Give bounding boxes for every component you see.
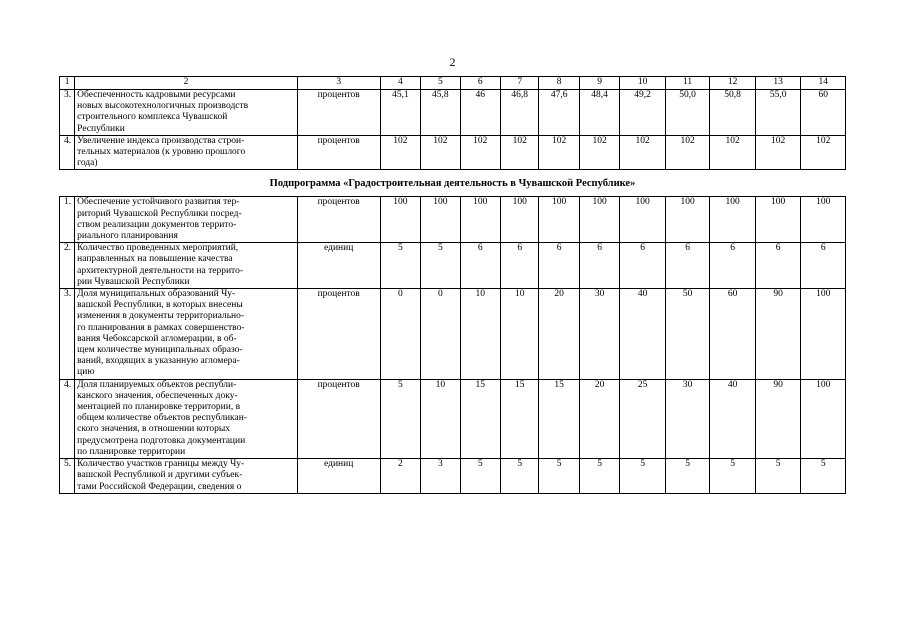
header-cell: 1 (60, 77, 75, 90)
value-cell: 48,4 (579, 90, 619, 136)
value-cell: 102 (380, 135, 420, 170)
value-cell: 30 (579, 289, 619, 380)
header-cell: 3 (297, 77, 380, 90)
indicators-table (59, 76, 846, 494)
value-cell: 100 (380, 197, 420, 243)
unit-cell: процентов (297, 197, 380, 243)
description-line: Доля планируемых объектов республи- (77, 379, 237, 390)
description-line: Обеспечение устойчивого развития тер- (77, 197, 240, 208)
value-cell: 102 (501, 135, 539, 170)
table-row (60, 289, 846, 380)
value-cell: 50,8 (710, 90, 756, 136)
value-cell: 6 (460, 243, 500, 289)
header-cell: 5 (421, 77, 460, 90)
value-cell: 100 (801, 379, 846, 458)
value-cell: 102 (460, 135, 500, 170)
indicator-description (75, 90, 298, 136)
value-cell: 5 (501, 459, 539, 494)
value-cell: 6 (579, 243, 619, 289)
row-number: 2. (60, 243, 75, 289)
unit-cell: процентов (297, 135, 380, 170)
description-line: изменения в документы территориально- (77, 311, 245, 322)
value-cell: 6 (755, 243, 801, 289)
description-line: Обеспеченность кадровыми ресурсами (77, 90, 236, 100)
value-cell: 6 (539, 243, 579, 289)
description-line: Количество участков границы между Чу- (77, 459, 245, 470)
value-cell: 102 (801, 135, 846, 170)
value-cell: 5 (380, 243, 420, 289)
value-cell: 50 (665, 289, 710, 380)
header-cell: 2 (75, 77, 298, 90)
indicator-description (75, 289, 298, 380)
value-cell: 15 (539, 379, 579, 458)
description-line: рии Чувашской Республики (77, 276, 190, 287)
value-cell: 46,8 (501, 90, 539, 136)
value-cell: 10 (501, 289, 539, 380)
indicator-description (75, 379, 298, 458)
value-cell: 6 (620, 243, 666, 289)
description-line: по планировке территории (77, 446, 186, 457)
value-cell: 60 (801, 90, 846, 136)
value-cell: 30 (665, 379, 710, 458)
value-cell: 60 (710, 289, 756, 380)
row-number: 3. (60, 289, 75, 380)
description-line: строительного комплекса Чувашской (77, 112, 228, 123)
indicator-description (75, 135, 298, 170)
description-line: общем количестве объектов республикан- (77, 413, 247, 424)
header-cell: 11 (665, 77, 710, 90)
value-cell: 25 (620, 379, 666, 458)
description-line: риторий Чувашской Республики посред- (77, 208, 242, 219)
page-number: 2 (449, 55, 456, 69)
description-line: Количество проведенных мероприятий, (77, 243, 239, 254)
header-cell: 10 (620, 77, 666, 90)
value-cell: 100 (421, 197, 460, 243)
description-line: цию (77, 367, 95, 378)
header-cell: 13 (755, 77, 801, 90)
value-cell: 5 (380, 379, 420, 458)
value-cell: 0 (380, 289, 420, 380)
header-cell: 6 (460, 77, 500, 90)
value-cell: 5 (460, 459, 500, 494)
description-line: вания Чебоксарской агломерации, в об- (77, 333, 237, 344)
section-title: Подпрограмма «Градостроительная деятельность в Чувашской Республике» (60, 170, 846, 197)
value-cell: 15 (501, 379, 539, 458)
description-line: года) (77, 158, 98, 169)
value-cell: 40 (710, 379, 756, 458)
value-cell: 102 (755, 135, 801, 170)
value-cell: 100 (665, 197, 710, 243)
value-cell: 5 (801, 459, 846, 494)
description-line: Доля муниципальных образований Чу- (77, 289, 236, 300)
section-row (60, 170, 846, 197)
table-row (60, 135, 846, 170)
value-cell: 5 (755, 459, 801, 494)
description-line: риального планирования (77, 231, 178, 242)
description-line: щем количестве муниципальных образо- (77, 345, 243, 356)
value-cell: 102 (620, 135, 666, 170)
value-cell: 100 (460, 197, 500, 243)
value-cell: 5 (710, 459, 756, 494)
indicator-description (75, 197, 298, 243)
description-line: тельных материалов (к уровню прошлого (77, 147, 246, 158)
value-cell: 5 (620, 459, 666, 494)
row-number: 4. (60, 135, 75, 170)
value-cell: 6 (501, 243, 539, 289)
value-cell: 100 (579, 197, 619, 243)
table-row (60, 243, 846, 289)
value-cell: 10 (421, 379, 460, 458)
value-cell: 55,0 (755, 90, 801, 136)
description-line: канского значения, обеспеченных доку- (77, 390, 238, 401)
value-cell: 100 (801, 289, 846, 380)
value-cell: 10 (460, 289, 500, 380)
description-line: Увеличение индекса производства строи- (77, 135, 245, 146)
row-number: 5. (60, 459, 75, 494)
description-line: архитектурной деятельности на террито- (77, 265, 243, 276)
header-cell: 4 (380, 77, 420, 90)
header-cell: 7 (501, 77, 539, 90)
description-line: го планирования в рамках совершенство- (77, 322, 245, 333)
value-cell: 3 (421, 459, 460, 494)
value-cell: 20 (539, 289, 579, 380)
description-line: новых высокотехнологичных производств (77, 101, 249, 112)
value-cell: 100 (755, 197, 801, 243)
table-row (60, 90, 846, 136)
value-cell: 47,6 (539, 90, 579, 136)
value-cell: 102 (539, 135, 579, 170)
value-cell: 100 (501, 197, 539, 243)
description-line: предусмотрена подготовка документации (77, 435, 246, 446)
description-line: направленных на повышение качества (77, 254, 233, 265)
unit-cell: единиц (297, 459, 380, 494)
value-cell: 2 (380, 459, 420, 494)
value-cell: 102 (665, 135, 710, 170)
value-cell: 5 (579, 459, 619, 494)
description-line: вашской Республикой и другими субъек- (77, 470, 243, 481)
table-row (60, 197, 846, 243)
value-cell: 0 (421, 289, 460, 380)
value-cell: 6 (710, 243, 756, 289)
value-cell: 100 (801, 197, 846, 243)
indicator-description (75, 243, 298, 289)
value-cell: 90 (755, 379, 801, 458)
value-cell: 15 (460, 379, 500, 458)
description-line: вашской Республики, в которых внесены (77, 300, 243, 311)
row-number: 3. (60, 90, 75, 136)
row-number: 4. (60, 379, 75, 458)
value-cell: 102 (421, 135, 460, 170)
value-cell: 49,2 (620, 90, 666, 136)
value-cell: 100 (539, 197, 579, 243)
description-line: ством реализации документов террито- (77, 219, 237, 230)
unit-cell: процентов (297, 379, 380, 458)
value-cell: 50,0 (665, 90, 710, 136)
row-number: 1. (60, 197, 75, 243)
value-cell: 45,8 (421, 90, 460, 136)
value-cell: 45,1 (380, 90, 420, 136)
value-cell: 100 (710, 197, 756, 243)
value-cell: 5 (539, 459, 579, 494)
description-line: ментацией по планировке территории, в (77, 402, 241, 413)
description-line: Республики (77, 123, 125, 134)
value-cell: 20 (579, 379, 619, 458)
header-cell: 14 (801, 77, 846, 90)
value-cell: 40 (620, 289, 666, 380)
description-line: ского значения, в отношении которых (77, 424, 231, 435)
value-cell: 90 (755, 289, 801, 380)
unit-cell: единиц (297, 243, 380, 289)
unit-cell: процентов (297, 289, 380, 380)
value-cell: 102 (579, 135, 619, 170)
value-cell: 6 (801, 243, 846, 289)
unit-cell: процентов (297, 90, 380, 136)
value-cell: 102 (710, 135, 756, 170)
header-cell: 9 (579, 77, 619, 90)
value-cell: 6 (665, 243, 710, 289)
indicator-description (75, 459, 298, 494)
value-cell: 5 (665, 459, 710, 494)
value-cell: 5 (421, 243, 460, 289)
table-row (60, 459, 846, 494)
value-cell: 46 (460, 90, 500, 136)
header-cell: 8 (539, 77, 579, 90)
table-row (60, 379, 846, 458)
value-cell: 100 (620, 197, 666, 243)
description-line: тами Российской Федерации, сведения о (77, 481, 242, 492)
description-line: ваний, входящих в указанную агломера- (77, 356, 240, 367)
header-row (60, 77, 846, 90)
header-cell: 12 (710, 77, 756, 90)
